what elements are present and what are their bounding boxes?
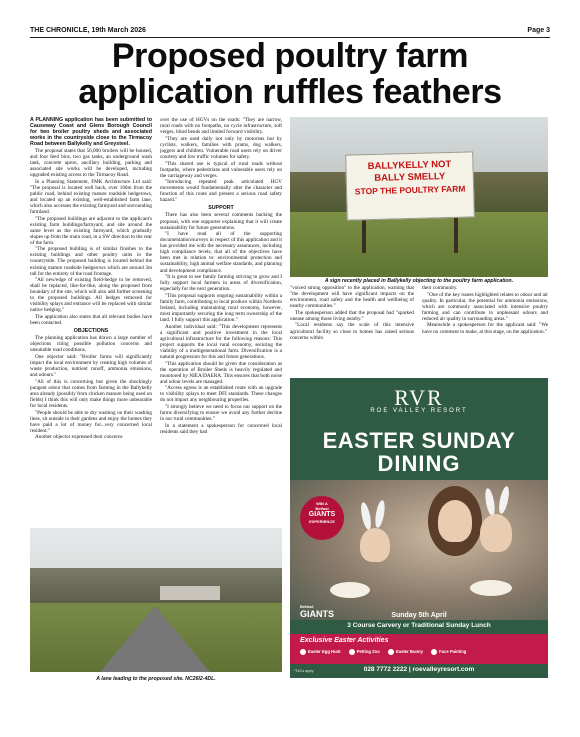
article-paragraph: The spokesperson added that the proposal had "sparked unease among those living nearby."	[290, 309, 414, 322]
protest-sign	[345, 151, 475, 220]
article-column-2	[160, 117, 282, 549]
advert-roe-valley[interactable]	[290, 378, 548, 678]
activity-item: Petting Zoo	[349, 649, 380, 655]
article-paragraph: "It is great to see family farming striving to grow and I fully support local farmers in areas of diversification, especially for the next generation.	[160, 274, 282, 293]
giants-logo: Belfast GIANTS	[300, 604, 335, 619]
article-paragraph: There has also been several comments backing the proposal, with one supporter explaining that it will create sustainability for future generations.	[160, 212, 282, 231]
person-child	[360, 528, 390, 562]
activities-list	[300, 649, 540, 655]
page-number: Page 3	[527, 27, 550, 34]
article-paragraph: their community.	[422, 285, 458, 291]
sign-line: BALLY SMELLY	[374, 171, 446, 184]
advert-meal: 3 Course Carvery or Traditional Sunday Lunch	[347, 622, 491, 629]
photo-trees	[30, 568, 282, 608]
article-paragraph: "Local residents say the scale of this intensive agricultural facility so close to homes has raised serious concerns within	[290, 322, 414, 341]
lane-photo-caption: A lane leading to the proposed site. NC26I2-4DL.	[96, 676, 216, 682]
article-paragraph: "People should be able to dry washing on their washing lines, sit outside in their gardens and enjoy the homes they have paid a lot of money for...very concerned local resident."	[30, 409, 152, 434]
sign-photo	[290, 117, 548, 277]
person-mother	[438, 500, 472, 542]
sign-line: BALLYKELLY NOT	[367, 158, 452, 173]
activities-title: Exclusive Easter Activities	[300, 637, 389, 644]
bunny-ear	[374, 500, 387, 529]
sign-photo-caption: A sign recently placed in Ballykelly objecting to the poultry farm application.	[324, 278, 514, 284]
article-paragraph: One objector said: "Broiler farms will significantly impact the local environment by creating high volumes of waste production, nutrient runoff, ammonia emissions, and odours."	[30, 353, 152, 379]
article-paragraph: "The proposed buildings are adjacent to the applicant's existing farm buildings/farmyard, and site around the same level as the existing farmyard, which gradually slopes up from the main road, in a SW direction to the rear of the farm.	[30, 215, 152, 246]
sign-line: STOP THE POULTRY FARM	[354, 183, 466, 197]
terms-note: *T&Cs apply	[294, 669, 314, 673]
article-column-4	[422, 285, 548, 375]
article-paragraph: over the use of HGVs on the roads: "They are narrow, rural roads with no footpaths, no cycle infrastructure, soft verges, blind bends and limited forward visibility.	[160, 117, 282, 136]
article-paragraph: "voiced strong opposition" to the application, warning that "the development will have significant impacts on the environment, road safety and the health and wellbeing of nearby communities."	[290, 285, 414, 310]
headline-line-2: application ruffles feathers	[78, 73, 502, 111]
article-paragraph: In a statement a spokesperson for concerned local residents said they had	[160, 422, 282, 435]
article-paragraph: Another individual said: "This development represents a significant and positive investment in the local agricultural infrastructure for the following reasons: This project supports the local rural economy, securing the viability of a multigenerational farm. Diversification is a natural progression for this and future generations.	[160, 323, 282, 360]
egg-icon	[300, 649, 306, 655]
dessert-plate	[470, 580, 512, 596]
advert-title: EASTER SUNDAY	[322, 428, 516, 453]
article-paragraph: "All of this is concerning but given the shockingly pungent odour that comes from farming in the Ballykelly area already (possibly from chicken manure being used on fields) I think this will only make things more unbearable for local residents.	[30, 378, 152, 409]
article-paragraph: In a Planning Statement, FMK Architecture Ltd said: "The proposal is located well back, over 160m from the public road, behind existing mature roadside hedgerows, and located up an existing, well-established farm lane, which also accesses the existing farmyard and surrounding farmland.	[30, 178, 152, 215]
photo-farm-shed	[160, 586, 220, 600]
headline-line-1: Proposed poultry farm	[111, 37, 469, 75]
animal-icon	[349, 649, 355, 655]
bunny-ear	[497, 485, 511, 514]
article-paragraph: "This shared use is typical of rural roads without footpaths, where pedestrians and vulnerable users rely on the carriageway and verges.	[160, 160, 282, 179]
article-column-1	[30, 117, 152, 525]
headline	[24, 38, 556, 110]
article-paragraph: The proposal states that 56,000 broilers will be housed, and four feed bins, two gas tanks, an underground wash tank, concrete apron, ancillary building, parking and associated site works will be developed, including upgraded existing access to the Tirmacoy Road.	[30, 147, 152, 179]
advert-logo: RVR	[394, 385, 444, 410]
person-child	[480, 514, 512, 552]
article-paragraph: "All new/edge of existing field-hedge to be removed, shall be replaced, like-for-like, along the proposed front boundary of the site, which will also add further screening to the proposed buildings. All hedges removed for visibility splays and entrance will be replaced with similar native hedging."	[30, 277, 152, 314]
advert-date: Sunday 5th April	[391, 612, 447, 619]
article-column-3	[290, 285, 414, 375]
bunny-icon	[388, 649, 394, 655]
sign-post	[454, 213, 458, 253]
activities-band	[290, 634, 548, 664]
advert-contact[interactable]: 028 7772 2222 | roevalleyresort.com	[363, 666, 475, 673]
article-paragraph: "I strongly believe we need to focus our support on the farms diversifying to ensure we avoid any further decline in our rural communities."	[160, 404, 282, 423]
photo-grass	[290, 212, 548, 277]
subheading-support: SUPPORT	[208, 205, 234, 212]
article-paragraph: "One of the key issues highlighted relates to odour and air quality. In particular, the potential for ammonia emissions, which are commonly associated with intensive poultry farming and can contribute to unpleasant odours and reduced air quality in surrounding areas."	[422, 291, 548, 322]
article-paragraph: Meanwhile a spokesperson for the applicant said: "We have no comment to make, at this stage, on the application."	[422, 322, 548, 335]
article-paragraph: The planning application has drawn a large number of objections citing possible pollution concerns and unsuitable road conditions.	[30, 335, 152, 354]
advert-title-2: DINING	[377, 451, 461, 476]
lane-photo	[30, 528, 282, 672]
article-paragraph: "I have read all of the supporting documentation/surveys in respect of this application and it has provided me with the necessary assurances, including high compliance levels, that all of the objectives have been met in relation to: environmental protection and sustainability, high animal welfare standards, and planning and development compliance.	[160, 231, 282, 274]
article-paragraph: "This application should be given due consideration as the operation of Broiler Sheds is heavily regulated and monitored by NIEA/DAERA. This ensures that both noise and odour levels are managed.	[160, 360, 282, 385]
bunny-ear	[484, 488, 497, 517]
paint-icon	[431, 649, 437, 655]
article-paragraph: The application also states that all relevant bodies have been contacted.	[30, 314, 152, 327]
article-paragraph: "Introducing repeated peak articulated HGV movements would fundamentally alter the character and function of this route and present a serious road safety hazard."	[160, 179, 282, 204]
activity-item: Face Painting	[431, 649, 466, 655]
activity-item: Easter Egg Hunt	[300, 649, 341, 655]
publication-date: THE CHRONICLE, 19th March 2026	[30, 27, 146, 34]
article-paragraph: "Access egress is an established route with an upgrade to visibility splays to meet DFI standards. These changes do not impact any neighbouring properties.	[160, 385, 282, 404]
activity-item: Easter Bunny	[388, 649, 423, 655]
bunny-ear	[359, 501, 373, 530]
photo-lane	[100, 606, 210, 672]
article-paragraph: "The proposed building is of similar finishes to the existing buildings and other poultry units in the countryside. The proposed building is located behind the existing mature roadside hedgerows which are around 3m tall for the entirety of the road frontage.	[30, 246, 152, 277]
article-lead: A PLANNING application has been submitted to Causeway Coast and Glens Borough Council for two broiler poultry sheds and associated works in the countryside close to the Tirmacoy Road between Ballykelly and Greysteel.	[30, 117, 152, 148]
article-paragraph: "They are used daily not only by motorists but by cyclists, walkers, families with prams, dog walkers, joggers and children. Vulnerable road users rely on driver courtesy and low traffic volumes for safety.	[160, 135, 282, 160]
advert-logo-subtitle: ROE VALLEY RESORT	[370, 408, 468, 414]
dessert-plate	[330, 582, 370, 598]
competition-badge: WIN A Belfast GIANTS EXPERIENCE	[300, 496, 344, 540]
subheading-objections: OBJECTIONS	[73, 328, 109, 335]
article-paragraph: Another objector expressed their concerns	[35, 434, 123, 441]
article-paragraph: "This proposal supports ongoing sustainability within a family farm, contributing to local produce within Northern Ireland, including maintaining rural economy, however, most importantly securing the long term ownership of the land. I fully support this application."	[160, 292, 282, 324]
